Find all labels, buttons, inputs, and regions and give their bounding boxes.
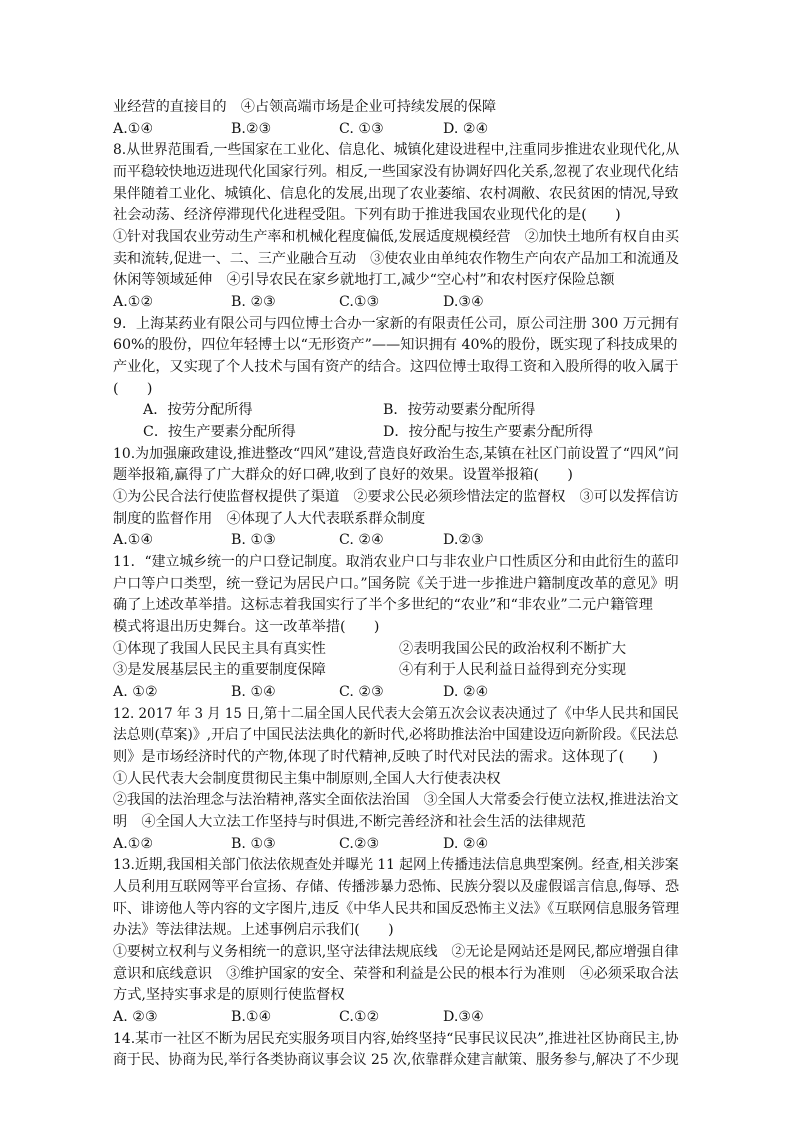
text-line: 14.某市一社区不断为居民充实服务项目内容,始终坚持“民事民议民决”,推进社区协商民主,协 <box>113 1030 679 1047</box>
answer-option: A.①② <box>113 294 154 311</box>
text-line: 卖和流转,促进一、二、三产业融合互动 ③使农业由单纯农作物生产向农产品加工和流通及 <box>113 250 680 267</box>
text-line: 产业化，又实现了个人技术与国有资产的结合。这四位博士取得工资和入股所得的收入属于 <box>113 359 679 376</box>
text-line: 11．“建立城乡统一的户口登记制度。取消农业户口与非农业户口性质区分和由此衍生的蓝印 <box>113 554 679 571</box>
answer-option: B. ①④ <box>231 684 276 701</box>
text-line: 休闲等领域延伸 ④引导农民在家乡就地打工,减少“空心村”和农村医疗保险总额 <box>113 272 615 289</box>
answer-option: A. ①② <box>113 684 158 701</box>
answer-option: ①体现了我国人民民主具有真实性 <box>113 640 326 657</box>
answer-option: C. ②④ <box>339 532 384 549</box>
text-line: 60%的股份，四位年轻博士以“无形资产”——知识拥有 40%的股份，既实现了科技成果的 <box>113 337 678 354</box>
text-line: ①为公民合法行使监督权提供了渠道 ②要求公民必须珍惜法定的监督权 ③可以发挥信访 <box>113 489 679 506</box>
answer-option: D. ②④ <box>443 120 489 137</box>
answer-option: B. ①③ <box>231 835 276 852</box>
text-line: 办法》等法律法规。上述事例启示我们( ) <box>113 922 394 939</box>
text-line: 人员利用互联网等平台宣扬、存储、传播涉暴力恐怖、民族分裂以及虚假谣言信息,侮辱、恐 <box>113 879 680 896</box>
answer-option: A.①④ <box>113 532 154 549</box>
answer-option: C.②③ <box>339 835 380 852</box>
text-line: 法总则(草案)》,开启了中国民法法典化的新时代,必将助推法治中国建设迈向新阶段。《民法总 <box>113 727 679 744</box>
answer-option: C.①② <box>339 1009 380 1026</box>
answer-option: A.①② <box>113 835 154 852</box>
answer-option: C.①③ <box>339 294 380 311</box>
answer-option: B．按劳动要素分配所得 <box>383 402 536 419</box>
answer-option: D．按分配与按生产要素分配所得 <box>383 424 594 441</box>
text-line: 户口等户口类型，统一登记为居民户口。”国务院《关于进一步推进户籍制度改革的意见》明 <box>113 575 679 592</box>
text-line: 模式将退出历史舞台。这一改革举措( ) <box>113 619 380 636</box>
text-line: 意识和底线意识 ③维护国家的安全、荣誉和利益是公民的根本行为准则 ④必须采取合法 <box>113 965 679 982</box>
text-line: 业经营的直接目的 ④占领高端市场是企业可持续发展的保障 <box>113 99 497 115</box>
text-line: 明 ④全国人大立法工作坚持与时俱进,不断完善经济和社会生活的法律规范 <box>113 814 586 831</box>
text-line: 果伴随着工业化、城镇化、信息化的发展,出现了农业萎缩、农村凋敝、农民贫困的情况,导致 <box>113 185 679 202</box>
text-line: ②我国的法治理念与法治精神,落实全面依法治国 ③全国人大常委会行使立法权,推进法治文 <box>113 792 679 809</box>
answer-option: C. ②③ <box>339 684 384 701</box>
text-line: 则》是市场经济时代的产物,体现了时代精神,反映了时代对民法的需求。这体现了( ) <box>113 749 659 766</box>
answer-option: B.②③ <box>231 120 272 137</box>
text-line: 而平稳较快地迈进现代化国家行列。相反,一些国家没有协调好四化关系,忽视了农业现代化结 <box>113 164 679 180</box>
answer-option: C. ①③ <box>339 120 384 137</box>
answer-option: D.③④ <box>443 1009 484 1026</box>
answer-option: B.①④ <box>231 1009 272 1026</box>
answer-option: ④有利于人民利益日益得到充分实现 <box>399 662 627 679</box>
answer-option: D. ②④ <box>443 835 489 852</box>
text-line: 吓、诽谤他人等内容的文字图片,违反《中华人民共和国反恐怖主义法》《互联网信息服务管理 <box>113 900 680 917</box>
text-line: 13.近期,我国相关部门依法依规查处并曝光 11 起网上传播违法信息典型案例。经查,相关涉案 <box>113 857 679 874</box>
answer-option: D.③④ <box>443 294 484 311</box>
text-line: 方式,坚持实事求是的原则行使监督权 <box>113 987 345 1004</box>
text-line: 10.为加强廉政建设,推进整改“四风”建设,营造良好政治生态,某镇在社区门前设置了“四风”问 <box>113 445 679 462</box>
text-line: 商于民、协商为民,举行各类协商议事会议 25 次,依靠群众建言献策、服务参与,解决了不少现 <box>113 1052 679 1069</box>
answer-option: B. ②③ <box>231 294 276 311</box>
text-line: ①要树立权利与义务相统一的意识,坚守法律法规底线 ②无论是网站还是网民,都应增强自律 <box>113 944 679 961</box>
text-line: 确了上述改革举措。这标志着我国实行了半个多世纪的“农业”和“非农业”二元户籍管理 <box>113 597 653 614</box>
answer-option: A. ②③ <box>113 1009 158 1026</box>
answer-option: ③是发展基层民主的重要制度保障 <box>113 662 326 679</box>
answer-option: C．按生产要素分配所得 <box>143 424 296 441</box>
text-line: 题举报箱,赢得了广大群众的好口碑,收到了良好的效果。设置举报箱( ) <box>113 467 573 484</box>
text-line: 9．上海某药业有限公司与四位博士合办一家新的有限责任公司，原公司注册 300 万元拥有 <box>113 315 680 332</box>
answer-option: A.①④ <box>113 120 154 137</box>
text-line: 12. 2017 年 3 月 15 日,第十二届全国人民代表大会第五次会议表决通过了《中华人民共和国民 <box>113 705 679 722</box>
text-line: 8.从世界范围看,一些国家在工业化、信息化、城镇化建设进程中,注重同步推进农业现代化,从 <box>113 142 680 159</box>
text-line: 社会动荡、经济停滞现代化进程受阻。下列有助于推进我国农业现代化的是( ) <box>113 207 621 224</box>
text-line: ①人民代表大会制度贯彻民主集中制原则,全国人大行使表决权 <box>113 770 501 787</box>
answer-option: D.②③ <box>443 532 484 549</box>
answer-option: A．按劳分配所得 <box>143 402 253 419</box>
text-line: ( ) <box>113 380 153 397</box>
text-line: 制度的监督作用 ④体现了人大代表联系群众制度 <box>113 510 426 527</box>
answer-option: D. ②④ <box>443 684 489 701</box>
answer-option: B. ①③ <box>231 532 276 549</box>
text-line: ①针对我国农业劳动生产率和机械化程度偏低,发展适度规模经营 ②加快土地所有权自由买 <box>113 229 680 246</box>
answer-option: ②表明我国公民的政治权利不断扩大 <box>399 640 627 657</box>
